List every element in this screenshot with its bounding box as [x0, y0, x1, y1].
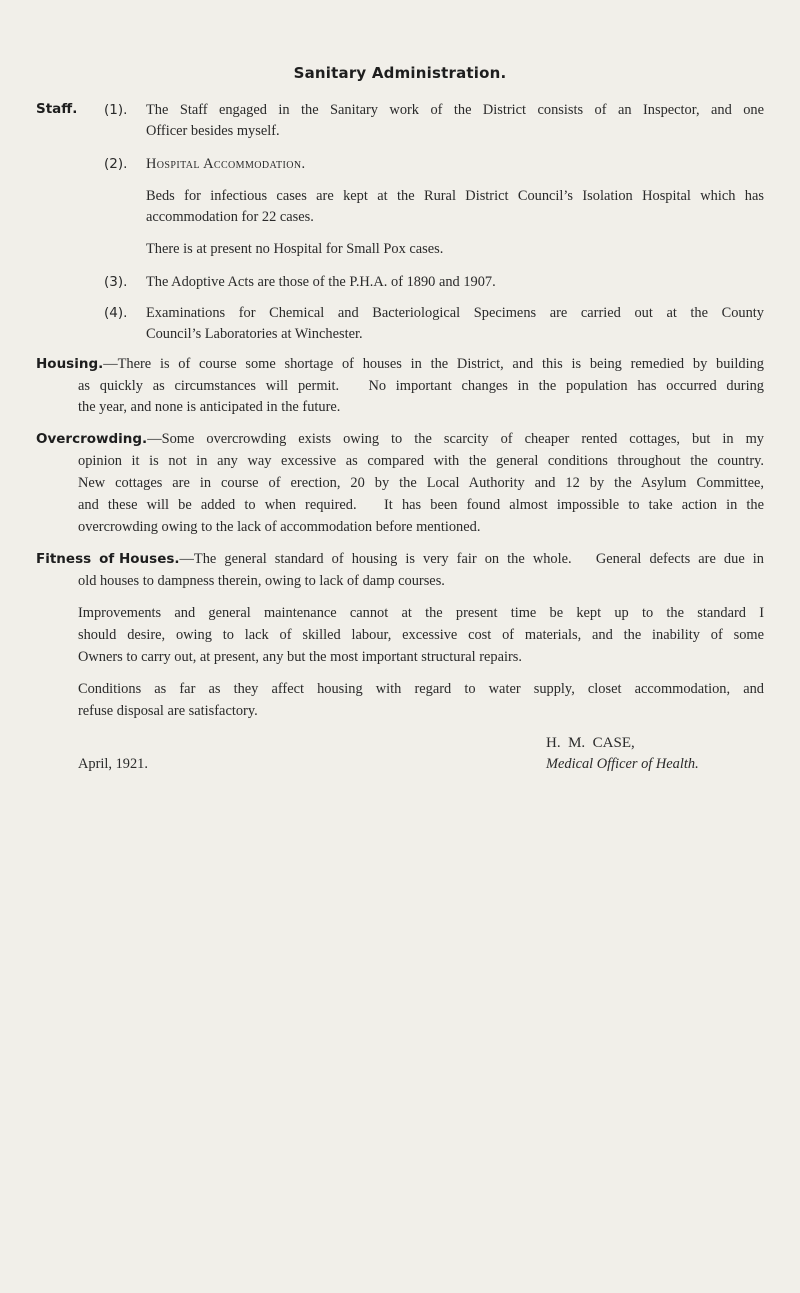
signature-role: Medical Officer of Health. [546, 756, 699, 772]
item-2-line-2: accommodation for 22 cases. [146, 209, 314, 225]
overcrowding-heading: Overcrowding. [36, 431, 148, 447]
housing-heading: Housing. [36, 356, 104, 372]
improvements-line-3: Owners to carry out, at present, any but the most important structural repairs. [78, 649, 522, 665]
fitness-heading-rest: of Houses. [99, 551, 180, 567]
staff-heading: Staff. [36, 101, 78, 117]
housing-paragraph-line-1 [36, 355, 764, 373]
improvements-line-1: Improvements and general maintenance cannot at the present time be kept up to the standard I [78, 605, 764, 621]
item-2-number: (2). [104, 156, 128, 172]
overcrowding-line-1-text: —Some overcrowding exists owing to the scarcity of cheaper rented cottages, but in my [147, 431, 764, 447]
overcrowding-paragraph-line-3: New cottages are in course of erection, 20 by the Local Authority and 12 by the Asylum Committee, [78, 475, 764, 491]
overcrowding-paragraph-line-4: and these will be added to when required. It has been found almost impossible to take action in the [78, 497, 764, 513]
item-4-number: (4). [104, 305, 128, 321]
improvements-line-2: should desire, owing to lack of skilled labour, excessive cost of materials, and the inability of some [78, 627, 764, 643]
conditions-line-2: refuse disposal are satisfactory. [78, 703, 258, 719]
item-1-line-1: The Staff engaged in the Sanitary work of the District consists of an Inspector, and one [146, 102, 764, 118]
item-4-line-2: Council’s Laboratories at Winchester. [146, 326, 363, 342]
page-title: Sanitary Administration. [293, 64, 507, 82]
housing-paragraph-line-2: as quickly as circumstances will permit. No important changes in the population has occurred during [78, 378, 764, 394]
fitness-paragraph-line-2: old houses to dampness therein, owing to lack of damp courses. [78, 573, 445, 589]
conditions-line-1: Conditions as far as they affect housing with regard to water supply, closet accommodation, and [78, 681, 764, 697]
item-3-line-1: The Adoptive Acts are those of the P.H.A. of 1890 and 1907. [146, 274, 496, 290]
item-2-line-1: Beds for infectious cases are kept at the Rural District Council’s Isolation Hospital which has [146, 188, 764, 204]
item-3-number: (3). [104, 274, 128, 290]
housing-paragraph-line-3: the year, and none is anticipated in the future. [78, 399, 341, 415]
housing-line-1-text: —There is of course some shortage of houses in the District, and this is being remedied by building [103, 356, 764, 372]
fitness-paragraph-line-1 [36, 550, 764, 568]
fitness-line-1-text: —The general standard of housing is very fair on the whole. General defects are due in [179, 551, 764, 567]
item-2-heading: Hospital Accommodation. [146, 156, 306, 172]
item-1-line-2: Officer besides myself. [146, 123, 280, 139]
item-1-number: (1). [104, 102, 128, 118]
item-2-line-3: There is at present no Hospital for Small Pox cases. [146, 241, 444, 257]
signature-date: April, 1921. [78, 756, 148, 772]
signature-name: H. M. CASE, [546, 735, 635, 751]
fitness-heading-word: Fitness [36, 551, 92, 567]
overcrowding-paragraph-line-2: opinion it is not in any way excessive as compared with the general conditions throughout the country. [78, 453, 764, 469]
item-4-line-1: Examinations for Chemical and Bacteriological Specimens are carried out at the County [146, 305, 764, 321]
overcrowding-paragraph-line-5: overcrowding owing to the lack of accommodation before mentioned. [78, 519, 481, 535]
overcrowding-paragraph-line-1 [36, 430, 764, 448]
